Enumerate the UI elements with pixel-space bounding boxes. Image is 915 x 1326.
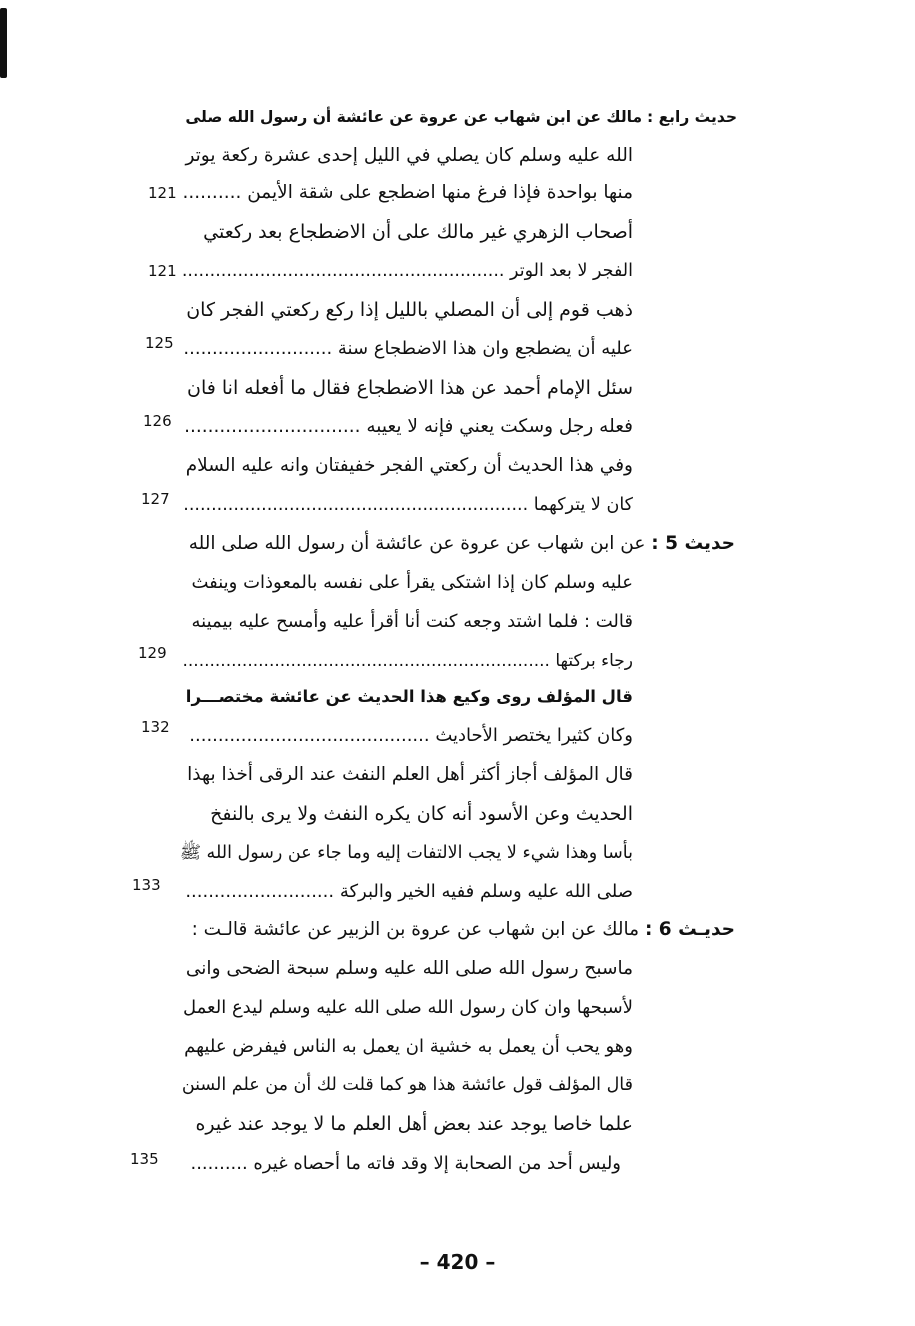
line-text: بأسا وهذا شيء لا يجب الالتفات إليه وما جاء عن رسول الله ﷺ	[179, 843, 633, 863]
line-text: سئل الإمام أحمد عن هذا الاضطجاع فقال ما أفعله انا فان	[187, 377, 633, 399]
text-line	[185, 100, 737, 134]
line-text: ذهب قوم إلى أن المصلي بالليل إذا ركع ركعتي الفجر كان	[186, 299, 633, 321]
text-line	[192, 913, 735, 947]
line-text: قالت : فلما اشتد وجعه كنت أنا أقرأ عليه وأمسح عليه بيمينه	[191, 611, 633, 632]
text-line	[187, 371, 633, 405]
text-line	[184, 410, 633, 444]
reference-number: 133	[132, 876, 161, 894]
text-line	[191, 566, 633, 600]
line-text: وفي هذا الحديث أن ركعتي الفجر خفيفتان وانه عليه السلام	[185, 455, 633, 476]
line-text: رجاء بركتها ....................................................................	[182, 651, 633, 671]
text-line	[190, 1147, 621, 1181]
line-text: مالك عن ابن شهاب عن عروة عن عائشة أن رسول الله صلى	[185, 108, 643, 126]
line-text: كان لا يتركهما ..............................................................	[183, 495, 633, 515]
line-text: عن ابن شهاب عن عروة عن عائشة أن رسول الله صلى الله	[188, 533, 646, 554]
text-line	[195, 1107, 633, 1141]
text-line	[186, 952, 633, 986]
text-line	[183, 176, 633, 210]
line-text: وهو يحب أن يعمل به خشية ان يعمل به الناس فيفرض عليهم	[184, 1036, 633, 1057]
line-text: قال المؤلف قول عائشة هذا هو كما قلت لك أن من علم السنن	[181, 1075, 633, 1095]
line-text: ماسبح رسول الله صلى الله عليه وسلم سبحة الضحى وانى	[185, 958, 633, 979]
entry-heading: حديث رابع :	[647, 108, 737, 126]
line-text: علما خاصا يوجد عند بعض أهل العلم ما لا يوجد عند غيره	[195, 1113, 633, 1135]
scan-edge-mark	[0, 8, 7, 78]
reference-number: 121	[148, 184, 177, 202]
line-text: أصحاب الزهري غير مالك على أن الاضطجاع بعد ركعتي	[203, 221, 633, 243]
reference-number: 121	[148, 262, 177, 280]
text-line	[189, 527, 735, 561]
text-line	[182, 254, 633, 288]
text-line	[185, 139, 633, 173]
entry-heading: حديث 5 :	[651, 533, 735, 554]
text-line	[187, 758, 633, 792]
reference-number: 132	[141, 718, 170, 736]
line-text: الله عليه وسلم كان يصلي في الليل إحدى عشرة ركعة يوتر	[185, 145, 633, 166]
entry-heading: حديـث 6 :	[644, 919, 735, 940]
text-line	[186, 449, 633, 483]
text-line	[203, 215, 633, 249]
reference-number: 135	[130, 1150, 159, 1168]
line-text: صلى الله عليه وسلم ففيه الخير والبركة ..........................	[185, 881, 633, 902]
line-text: وكان كثيرا يختصر الأحاديث ..........................................	[189, 725, 633, 746]
text-line	[189, 719, 633, 753]
line-text: فعله رجل وسكت يعني فإنه لا يعيبه ..............................	[184, 416, 633, 437]
line-text: مالك عن ابن شهاب عن عروة بن الزبير عن عائشة قالـت :	[191, 919, 640, 940]
text-line	[185, 875, 633, 909]
reference-number: 129	[138, 644, 167, 662]
page-number: – 420 –	[419, 1250, 496, 1274]
text-line	[183, 488, 633, 522]
text-line	[184, 1030, 633, 1064]
line-text: لأسبحها وان كان رسول الله صلى الله عليه وسلم ليدع العمل	[183, 997, 633, 1018]
text-line	[186, 680, 633, 714]
text-line	[183, 991, 633, 1025]
line-text: قال المؤلف روى وكيع هذا الحديث عن عائشة مختصـــرا	[185, 687, 633, 706]
line-text: منها بواحدة فإذا فرغ منها اضطجع على شقة الأيمن ..........	[182, 182, 633, 203]
reference-number: 127	[141, 490, 170, 508]
reference-number: 126	[143, 412, 172, 430]
text-line	[192, 605, 633, 639]
text-line	[180, 836, 633, 870]
line-text: عليه وسلم كان إذا اشتكى يقرأ على نفسه بالمعوذات وينفث	[191, 572, 633, 593]
line-text: الحديث وعن الأسود أنه كان يكره النفث ولا يرى بالنفخ	[210, 803, 633, 825]
text-line	[210, 797, 633, 831]
line-text: قال المؤلف أجاز أكثر أهل العلم النفث عند الرقى أخذا بهذا	[187, 764, 633, 785]
text-line	[182, 1068, 633, 1102]
line-text: الفجر لا بعد الوتر ..........................................................	[181, 261, 633, 281]
line-text: وليس أحد من الصحابة إلا وقد فاته ما أحصاه غيره ..........	[190, 1153, 621, 1174]
text-line	[186, 293, 633, 327]
line-text: عليه أن يضطجع وان هذا الاضطجاع سنة ..........................	[183, 338, 633, 359]
text-line	[183, 332, 633, 366]
text-line	[182, 644, 633, 678]
reference-number: 125	[145, 334, 174, 352]
